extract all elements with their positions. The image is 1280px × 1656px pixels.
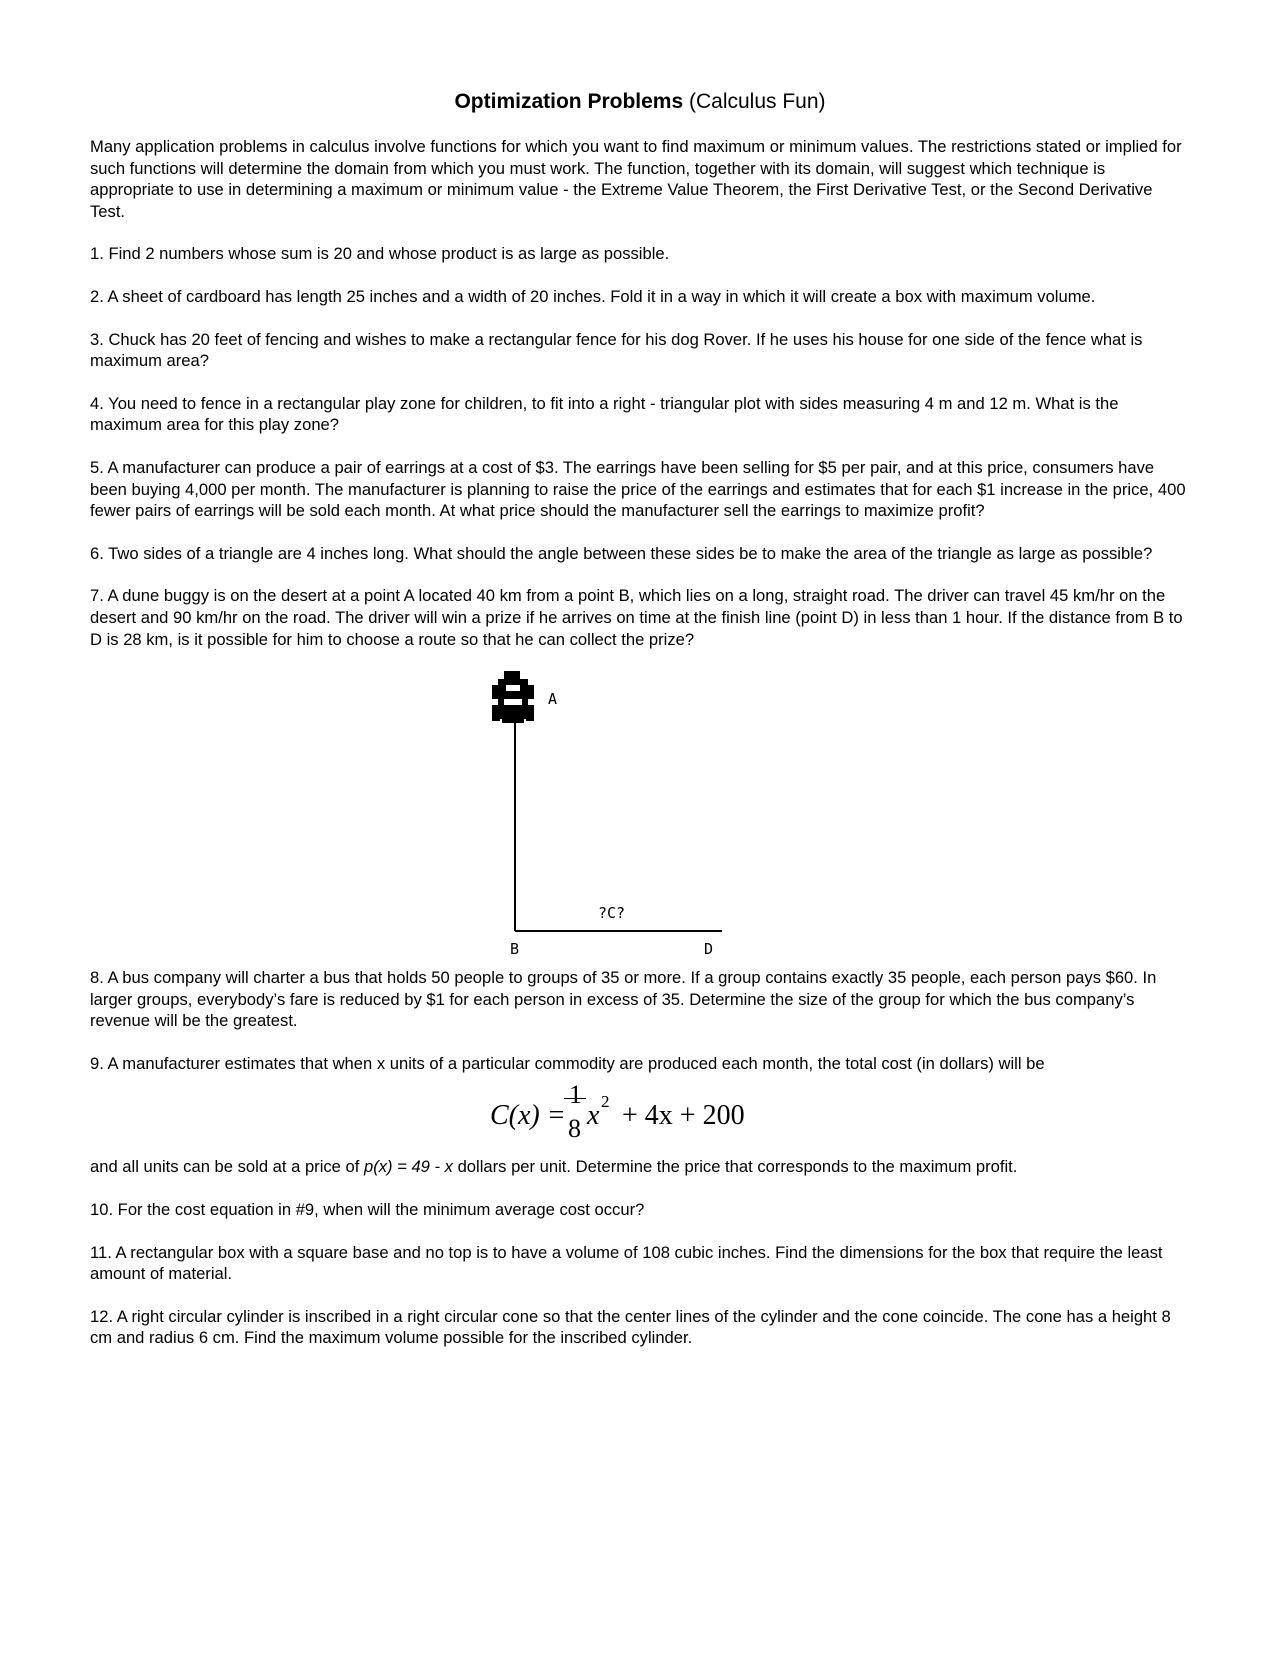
document-page	[90, 88, 1190, 1370]
price-function: p(x) = 49 - x	[363, 1157, 453, 1177]
problem-4: 4. You need to fence in a rectangular play zone for children, to fit into a right - triangular plot with sides measuring 4 m and 12 m. What is the maximum area for this play zone?	[90, 393, 1119, 435]
problem-7: 7. A dune buggy is on the desert at a point A located 40 km from a point B, which lies on a long, straight road. The driver can travel 45 km/hr on the desert and 90 km/hr on the road. The driver will win a prize if he arrives on time at the finish line (point D) in less than 1 hour. If the distance from B to D is 28 km, is it possible for him to choose a route so that he can collect the prize?	[90, 586, 1183, 649]
problem-5: 5. A manufacturer can produce a pair of earrings at a cost of $3. The earrings have been selling for $5 per pair, and at this price, consumers have been buying 4,000 per month. The manufacturer is planning to raise the price of the earrings and estimates that for each $1 increase in the price, 400 fewer pairs of earrings will be sold each month. At what price should the manufacturer sell the earrings to maximize profit?	[90, 457, 1186, 521]
formula-fraction-bar	[564, 1098, 586, 1099]
formula-x: x	[587, 1100, 600, 1132]
formula-rest: + 4x + 200	[622, 1100, 745, 1132]
title-subtitle: (Calculus Fun)	[683, 90, 826, 113]
formula-numerator: 1	[569, 1080, 582, 1110]
problem-1: 1. Find 2 numbers whose sum is 20 and whose product is as large as possible.	[90, 244, 670, 264]
problem-12: 12. A right circular cylinder is inscribed in a right circular cone so that the center lines of the cylinder and the cone coincide. The cone has a height 8 cm and radius 6 cm. Find the maximum volume possible for the inscribed cylinder.	[90, 1306, 1171, 1348]
price-text-after: dollars per unit. Determine the price that corresponds to the maximum profit.	[452, 1157, 1018, 1177]
dune-buggy-diagram	[90, 659, 1190, 963]
title-main: Optimization Problems	[454, 90, 684, 113]
intro-paragraph: Many application problems in calculus involve functions for which you want to find maximum or minimum values. The restrictions stated or implied for such functions will determine the domain from which you must work. The function, together with its domain, will suggest which technique is appropriate to use in determining a maximum or minimum value - the Extreme Value Theorem, the First Derivative Test, or the Second Derivative Test.	[90, 137, 1182, 221]
problem-6: 6. Two sides of a triangle are 4 inches long. What should the angle between these sides be to make the area of the triangle as large as possible?	[90, 543, 1153, 563]
label-b: B	[510, 940, 520, 959]
problem-10: 10. For the cost equation in #9, when will the minimum average cost occur?	[90, 1200, 645, 1220]
page-title	[90, 88, 1190, 116]
formula-exponent: 2	[601, 1092, 610, 1112]
problem-3: 3. Chuck has 20 feet of fencing and wishes to make a rectangular fence for his dog Rover. If he uses his house for one side of the fence what is maximum area?	[90, 329, 1143, 371]
formula-denominator: 8	[568, 1114, 581, 1144]
problem-11: 11. A rectangular box with a square base and no top is to have a volume of 108 cubic inches. Find the dimensions for the box that require the least amount of material.	[90, 1242, 1163, 1284]
label-d: D	[704, 940, 714, 959]
problem-2: 2. A sheet of cardboard has length 25 inches and a width of 20 inches. Fold it in a way in which it will create a box with maximum volume.	[90, 286, 1096, 306]
problem-9: 9. A manufacturer estimates that when x units of a particular commodity are produced each month, the total cost (in dollars) will be	[90, 1053, 1045, 1073]
problem-9-continued	[90, 1156, 1190, 1178]
cost-formula	[90, 1080, 1190, 1150]
diagram-lines	[90, 659, 1190, 963]
dune-buggy-icon	[492, 671, 534, 723]
problem-8: 8. A bus company will charter a bus that holds 50 people to groups of 35 or more. If a group contains exactly 35 people, each person pays $60. In larger groups, everybody’s fare is reduced by $1 for each person in excess of 35. Determine the size of the group for which the bus company’s revenue will be the greatest.	[90, 968, 1157, 1031]
label-a: A	[548, 690, 558, 709]
formula-lhs: C(x) =	[490, 1100, 566, 1132]
label-c: ?C?	[598, 904, 626, 923]
price-text-before: and all units can be sold at a price of	[90, 1157, 364, 1177]
